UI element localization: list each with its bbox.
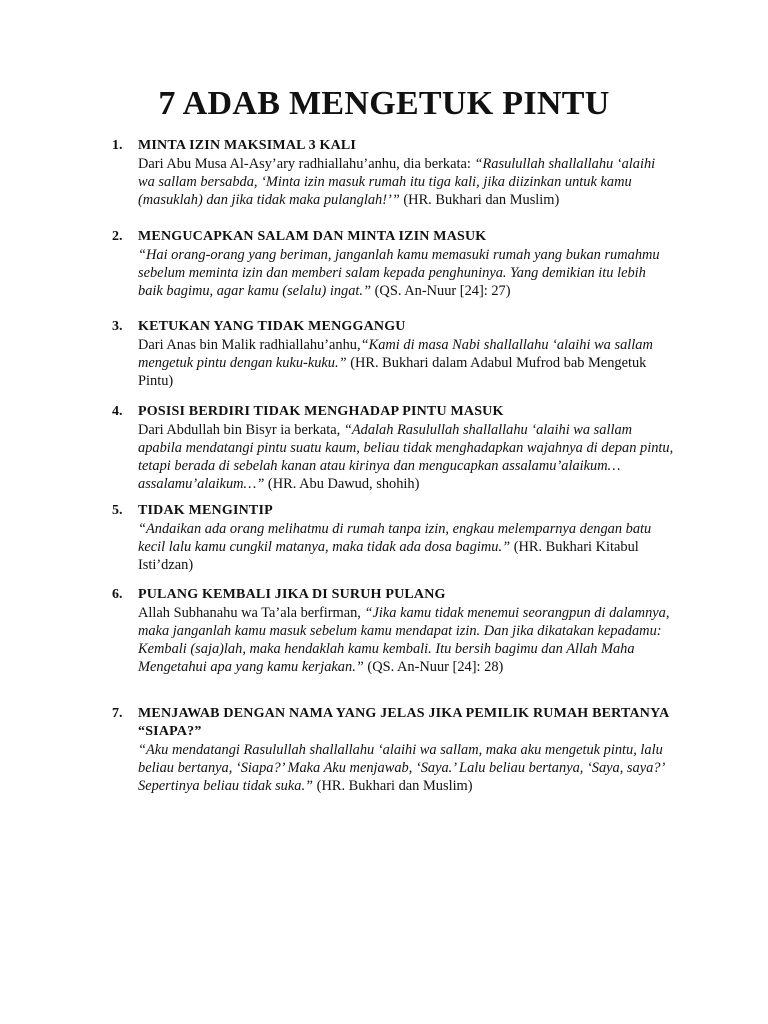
item-body — [138, 741, 674, 795]
list-item-5 — [112, 502, 674, 574]
item-source: (HR. Abu Dawud, shohih) — [264, 476, 420, 492]
item-number: 7. — [112, 706, 123, 721]
item-quote: “Jika kamu tidak menemui seorangpun di dalamnya, maka janganlah kamu masuk sebelum kamu mendapat izin. Dan jika dikatakan kepadamu: Kembali (saja)lah, maka hendaklah kamu kembali. Itu bersih bagimu dan Allah Maha Mengetahui apa yang kamu kerjakan.” — [138, 605, 670, 675]
item-intro: Dari Anas bin Malik radhiallahu’anhu, — [138, 337, 361, 353]
item-body — [138, 336, 674, 390]
item-intro: Allah Subhanahu wa Ta’ala berfirman, — [138, 605, 365, 621]
list-item-3 — [112, 318, 674, 390]
item-heading: KETUKAN YANG TIDAK MENGGANGU — [138, 319, 406, 334]
item-number: 1. — [112, 138, 123, 153]
item-body — [138, 155, 674, 209]
item-source: (HR. Bukhari dan Muslim) — [313, 778, 473, 794]
item-intro: Dari Abu Musa Al-Asy’ary radhiallahu’anhu, dia berkata: — [138, 156, 475, 172]
item-heading: MINTA IZIN MAKSIMAL 3 KALI — [138, 138, 357, 153]
item-source: (HR. Bukhari dalam Adabul Mufrod bab Mengetuk Pintu) — [138, 355, 647, 389]
item-heading: PULANG KEMBALI JIKA DI SURUH PULANG — [138, 587, 446, 602]
item-quote: “Rasulullah shallallahu ‘alaihi wa sallam bersabda, ‘Minta izin masuk rumah itu tiga kali, jika diizinkan untuk kamu (masuklah) dan jika tidak maka pulanglah!’” — [138, 156, 656, 208]
item-body — [138, 604, 674, 676]
item-body — [138, 246, 674, 300]
item-source: (HR. Bukhari Kitabul Isti’dzan) — [138, 539, 639, 573]
list-item-2 — [112, 228, 674, 300]
item-body — [138, 520, 674, 574]
item-quote: “Kami di masa Nabi shallallahu ‘alaihi wa sallam mengetuk pintu dengan kuku-kuku.” — [138, 337, 653, 371]
item-number: 5. — [112, 503, 123, 518]
item-number: 6. — [112, 587, 123, 602]
list-item-4 — [112, 403, 674, 493]
item-heading: MENJAWAB DENGAN NAMA YANG JELAS JIKA PEMILIK RUMAH BERTANYA “SIAPA?” — [138, 706, 669, 739]
page-title: 7 ADAB MENGETUK PINTU — [158, 85, 610, 122]
item-quote: “Andaikan ada orang melihatmu di rumah tanpa izin, engkau melemparnya dengan batu kecil lalu kamu cungkil matanya, maka tidak ada dosa bagimu.” — [138, 521, 652, 555]
item-intro: Dari Abdullah bin Bisyr ia berkata, — [138, 422, 344, 438]
item-source: (QS. An-Nuur [24]: 28) — [363, 659, 504, 675]
item-heading: TIDAK MENGINTIP — [138, 503, 273, 518]
item-source: (HR. Bukhari dan Muslim) — [399, 192, 560, 208]
item-source: (QS. An-Nuur [24]: 27) — [371, 283, 511, 299]
item-number: 2. — [112, 229, 123, 244]
item-heading: MENGUCAPKAN SALAM DAN MINTA IZIN MASUK — [138, 229, 487, 244]
item-quote: “Aku mendatangi Rasulullah shallallahu ‘alaihi wa sallam, maka aku mengetuk pintu, lalu beliau bertanya, ‘Siapa?’ Maka Aku menjawab, ‘Saya.’ Lalu beliau bertanya, ‘Saya, saya?’ Sepertinya beliau tidak suka.” — [138, 742, 664, 794]
item-number: 3. — [112, 319, 123, 334]
list-item-7 — [112, 705, 674, 795]
item-quote: “Hai orang-orang yang beriman, janganlah kamu memasuki rumah yang bukan rumahmu sebelum meminta izin dan memberi salam kepada penghuninya. Yang demikian itu lebih baik bagimu, agar kamu (selalu) ingat.” — [138, 247, 660, 299]
item-body — [138, 421, 674, 493]
item-quote: “Adalah Rasulullah shallallahu ‘alaihi wa sallam apabila mendatangi pintu suatu kaum, beliau tidak menghadapkan wajahnya di depan pintu, tetapi berada di sebelah kanan atau kirinya dan mengucapkan assalamu’alaikum… assalamu’alaikum…” — [138, 422, 674, 492]
item-heading: POSISI BERDIRI TIDAK MENGHADAP PINTU MASUK — [138, 404, 504, 419]
list-item-1 — [112, 137, 674, 209]
item-number: 4. — [112, 404, 123, 419]
list-item-6 — [112, 586, 674, 676]
